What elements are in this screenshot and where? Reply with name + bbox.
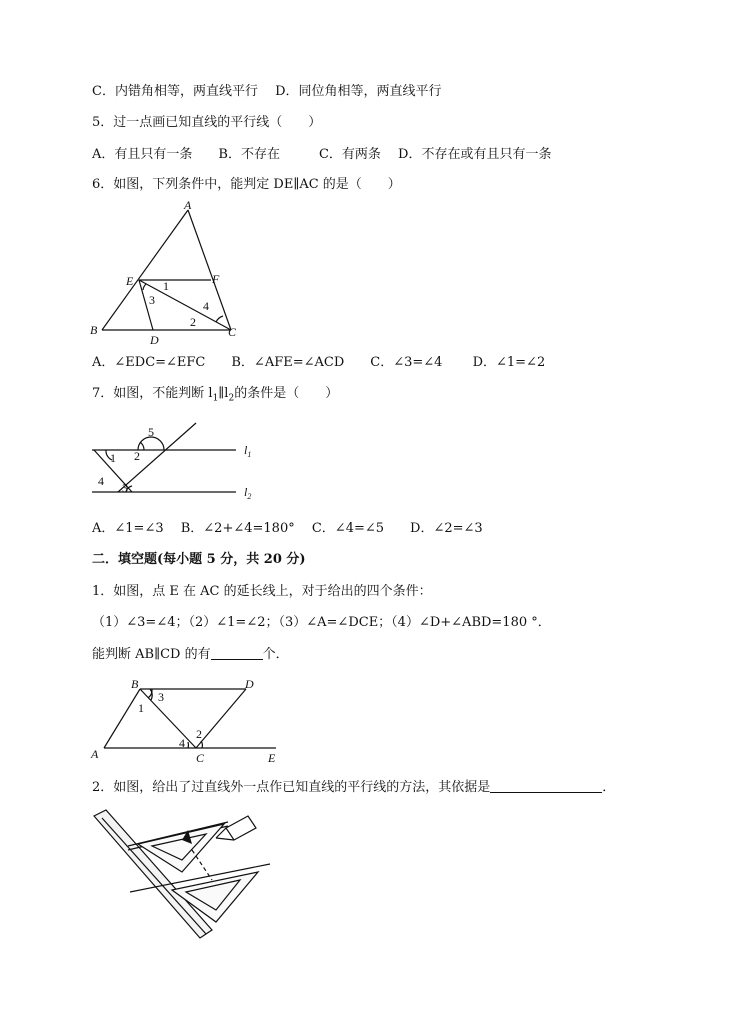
- figure-fill1-parallelogram: [88, 676, 288, 768]
- fig6-label-a: A: [184, 198, 192, 212]
- figf1-label-d: D: [245, 677, 254, 691]
- q7-text-post: 的条件是（ ）: [234, 386, 339, 401]
- fig7-label-l1: $l_1$: [244, 443, 252, 459]
- q7-text-pre: 7．如图，不能判断 l: [92, 386, 213, 401]
- figure-q7-parallel-lines: [84, 418, 274, 508]
- fig7-angle-2: 2: [134, 449, 140, 463]
- fig7-angle-3: 3: [122, 481, 128, 495]
- question-7: [92, 386, 338, 407]
- q7-sub-2: 2: [228, 393, 235, 404]
- fill-question-1-ask: [92, 647, 289, 663]
- fill-question-1: 1．如图，点 E 在 AC 的延长线上，对于给出的四个条件：: [92, 584, 432, 599]
- fig6-label-f: F: [212, 272, 220, 286]
- figf1-label-b: B: [131, 677, 139, 691]
- question-6: 6．如图，下列条件中，能判定 DE∥AC 的是（ ）: [92, 177, 401, 192]
- fig6-label-c: C: [228, 325, 237, 339]
- fig6-label-e: E: [126, 274, 134, 288]
- figf1-label-c: C: [196, 751, 205, 765]
- figf1-angle-2: 2: [196, 727, 202, 741]
- fig6-angle-2: 2: [190, 315, 196, 329]
- question-5-options: A．有且只有一条 B．不存在 C．有两条 D．不存在或有且只有一条: [92, 147, 552, 162]
- figf1-angle-3: 3: [158, 690, 164, 704]
- q7-text-mid: ∥l: [218, 386, 229, 401]
- answer-blank-2[interactable]: [490, 792, 602, 793]
- q4-option-c-d: C．内错角相等，两直线平行 D．同位角相等，两直线平行: [92, 84, 442, 99]
- fill-question-1-conditions: （1）∠3=∠4；（2）∠1=∠2；（3）∠A=∠DCE；（4）∠D+∠ABD=180 °．: [92, 615, 551, 630]
- question-5: 5．过一点画已知直线的平行线（ ）: [92, 115, 322, 130]
- f2-text-post: ．: [602, 780, 616, 795]
- q7-sub-1: 1: [212, 393, 219, 404]
- fig6-angle-1: 1: [163, 279, 169, 293]
- figure-q6-triangle: [88, 198, 258, 348]
- fig7-angle-1: 1: [110, 451, 116, 465]
- answer-blank-1[interactable]: [211, 659, 263, 660]
- question-7-options: A．∠1=∠3 B．∠2+∠4=180° C．∠4=∠5 D．∠2=∠3: [92, 521, 483, 536]
- figf1-angle-1: 1: [138, 701, 144, 715]
- f2-text-pre: 2．如图，给出了过直线外一点作已知直线的平行线的方法，其依据是: [92, 780, 491, 795]
- fill-question-2: [92, 780, 615, 796]
- figf1-angle-4: 4: [179, 736, 185, 750]
- fig6-label-b: B: [90, 323, 98, 337]
- fig7-angle-5: 5: [148, 425, 154, 439]
- f1-ask-post: 个．: [262, 647, 289, 662]
- fig6-angle-4: 4: [203, 299, 209, 313]
- figf1-label-e: E: [268, 751, 276, 765]
- fig6-angle-3: 3: [149, 293, 155, 307]
- fig7-label-l2: $l_2$: [244, 485, 252, 501]
- figf1-label-a: A: [91, 747, 99, 761]
- fig7-angle-4: 4: [98, 474, 104, 488]
- fig6-label-d: D: [150, 333, 159, 347]
- f1-ask-pre: 能判断 AB∥CD 的有: [92, 647, 211, 662]
- section-2-title: 二．填空题(每小题 5 分，共 20 分): [92, 552, 306, 567]
- figure-fill2-ruler-set-squares: [88, 808, 288, 948]
- question-6-options: A．∠EDC=∠EFC B．∠AFE=∠ACD C．∠3=∠4 D．∠1=∠2: [92, 355, 546, 370]
